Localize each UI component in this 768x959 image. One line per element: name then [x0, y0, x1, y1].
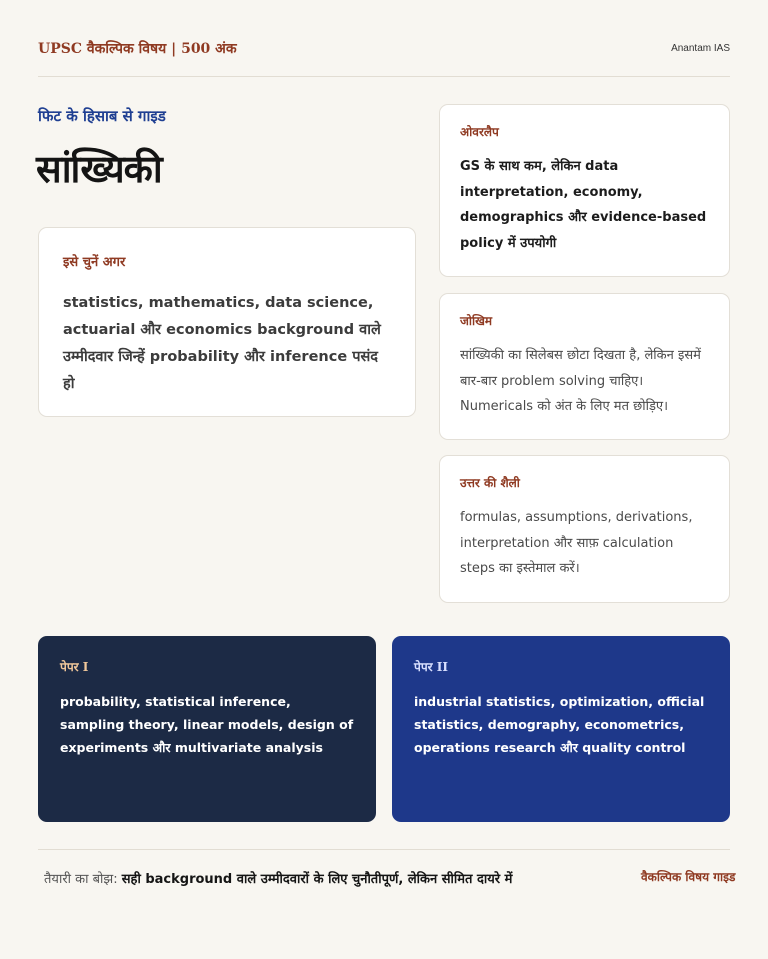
risk-card [439, 293, 730, 440]
overlap-card [439, 104, 730, 277]
footer-guide-label: वैकल्पिक विषय गाइड [641, 870, 736, 884]
overlap-body: GS के साथ कम, लेकिन data interpretation, economy, demographics और evidence-based policy में उपयोगी [460, 159, 707, 251]
answer-style-body: formulas, assumptions, derivations, interpretation और साफ़ calculation steps का इस्तेमाल करें। [460, 510, 693, 576]
brand-name: Anantam IAS [671, 43, 730, 54]
paper-1-body: probability, statistical inference, sampling theory, linear models, design of experiments और multivariate analysis [60, 694, 354, 755]
page-header [38, 36, 730, 77]
choose-if-label: इसे चुनें अगर [63, 255, 126, 270]
paper-2-body: industrial statistics, optimization, official statistics, demography, econometrics, operations research और quality control [414, 694, 705, 755]
answer-style-label: उत्तर की शैली [460, 476, 520, 490]
paper-2-card [392, 636, 730, 822]
risk-body: सांख्यिकी का सिलेबस छोटा दिखता है, लेकिन इसमें बार-बार problem solving चाहिए। Numericals को अंत के लिए मत छोड़िए। [460, 348, 701, 414]
paper-1-card [38, 636, 376, 822]
choose-if-card [38, 227, 416, 417]
overlap-label: ओवरलैप [460, 125, 499, 139]
eyebrow-text: फिट के हिसाब से गाइड [38, 107, 166, 125]
header-title: UPSC वैकल्पिक विषय | 500 अंक [38, 41, 237, 57]
page-footer [38, 849, 736, 920]
answer-style-card [439, 455, 730, 603]
preparation-load [44, 870, 614, 890]
page-title: सांख्यिकी [36, 147, 162, 191]
paper-2-label: पेपर II [414, 660, 448, 674]
preparation-load-value: सही background वाले उम्मीदवारों के लिए चुनौतीपूर्ण, लेकिन सीमित दायरे में [121, 872, 513, 887]
choose-if-body: statistics, mathematics, data science, actuarial और economics background वाले उम्मीदवार जिन्हें probability और inference पसंद हो [63, 295, 381, 392]
paper-1-label: पेपर I [60, 660, 89, 674]
risk-label: जोखिम [460, 314, 493, 328]
preparation-load-label: तैयारी का बोझ: [44, 872, 118, 887]
